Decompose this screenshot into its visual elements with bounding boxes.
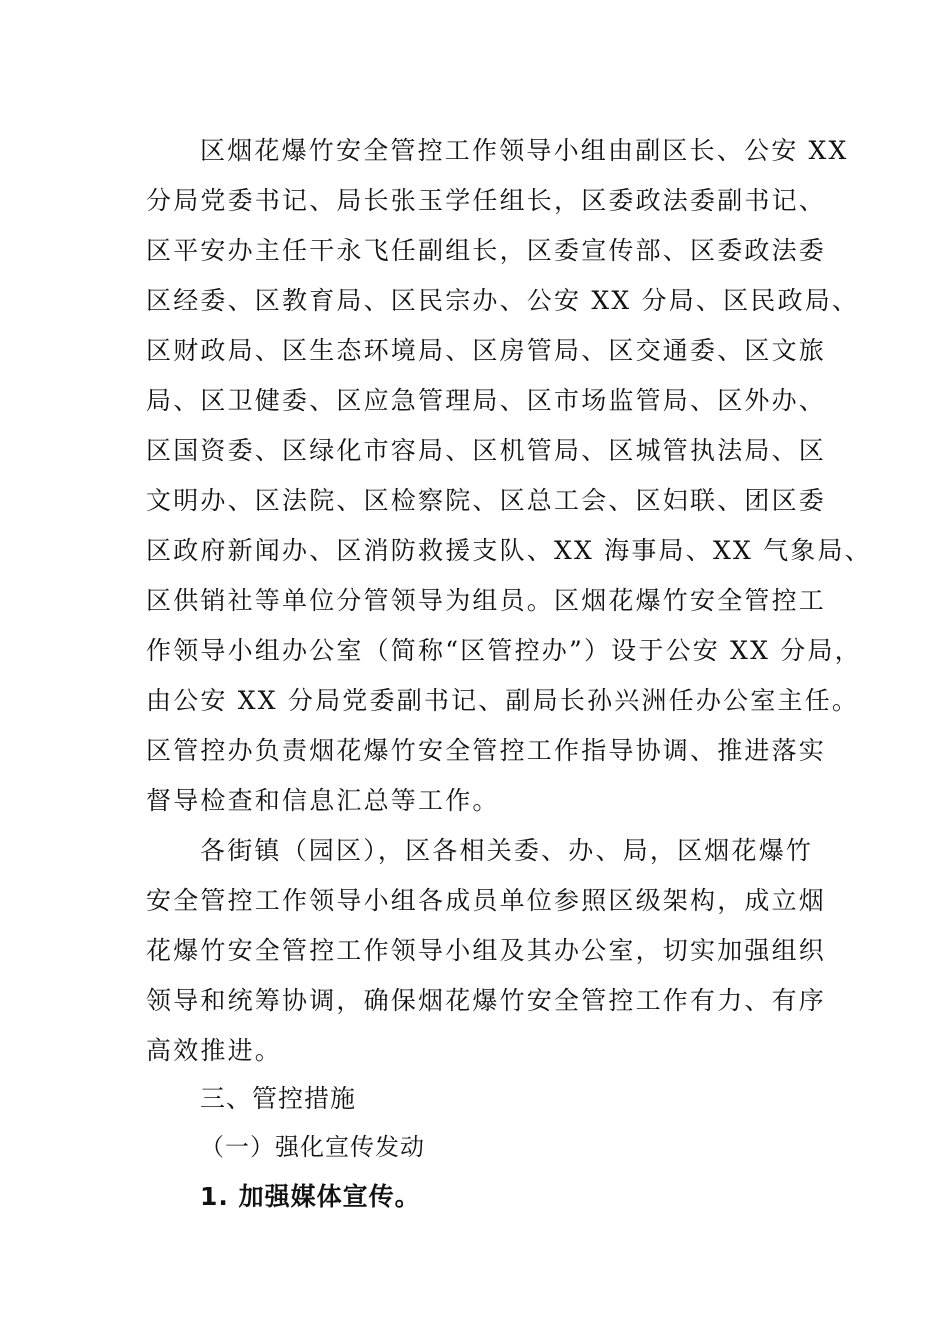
subsection-heading: （一）强化宣传发动 — [200, 1133, 425, 1161]
paragraph-line: 区平安办主任干永飞任副组长，区委宣传部、区委政法委 — [146, 236, 827, 265]
paragraph-line: 区供销社等单位分管领导为组员。区烟花爆竹安全管控工 — [146, 586, 827, 615]
paragraph-line: 文明办、区法院、区检察院、区总工会、区妇联、团区委 — [146, 486, 827, 515]
paragraph-line: 安全管控工作领导小组各成员单位参照区级架构，成立烟 — [146, 886, 827, 915]
paragraph-line: 区财政局、区生态环境局、区房管局、区交通委、区文旅 — [146, 336, 827, 365]
paragraph-line: 区政府新闻办、区消防救援支队、XX 海事局、XX 气象局、 — [146, 536, 872, 565]
paragraph-line: 高效推进。 — [146, 1036, 283, 1065]
section-heading: 三、管控措施 — [200, 1084, 357, 1113]
paragraph-line: 局、区卫健委、区应急管理局、区市场监管局、区外办、 — [146, 386, 827, 415]
paragraph-line: 督导检查和信息汇总等工作。 — [146, 786, 500, 815]
paragraph-line: 区烟花爆竹安全管控工作领导小组由副区长、公安 XX — [200, 136, 849, 165]
item-heading: 1. 加强媒体宣传。 — [200, 1182, 421, 1211]
paragraph-line: 区管控办负责烟花爆竹安全管控工作指导协调、推进落实 — [146, 736, 827, 765]
paragraph-line: 花爆竹安全管控工作领导小组及其办公室，切实加强组织 — [146, 936, 827, 965]
paragraph-line: 作领导小组办公室（简称“区管控办”）设于公安 XX 分局， — [146, 636, 862, 665]
paragraph-line: 各街镇（园区），区各相关委、办、局，区烟花爆竹 — [200, 836, 814, 865]
paragraph-line: 分局党委书记、局长张玉学任组长，区委政法委副书记、 — [146, 186, 827, 215]
paragraph-line: 领导和统筹协调，确保烟花爆竹安全管控工作有力、有序 — [146, 986, 827, 1015]
paragraph-line: 由公安 XX 分局党委副书记、副局长孙兴洲任办公室主任。 — [146, 686, 860, 715]
paragraph-line: 区经委、区教育局、区民宗办、公安 XX 分局、区民政局、 — [146, 286, 860, 315]
paragraph-line: 区国资委、区绿化市容局、区机管局、区城管执法局、区 — [146, 436, 827, 465]
